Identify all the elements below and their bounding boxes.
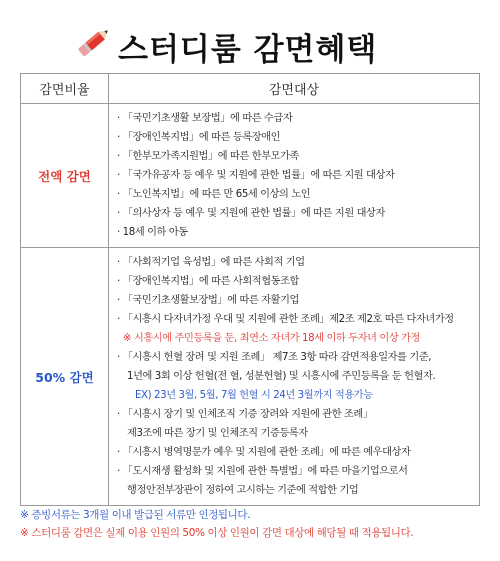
target-item: · 「국민기초생활보장법」에 따른 자활기업: [117, 295, 299, 306]
footnote-documents: ※ 증빙서류는 3개월 이내 발급된 서류만 인정됩니다.: [20, 509, 251, 521]
rate-cell: 50% 감면: [21, 248, 109, 506]
target-item: · 「국가유공자 등 예우 및 지원에 관한 법률」에 따른 지원 대상자: [117, 170, 395, 181]
target-item: · 「노인복지법」에 따른 만 65세 이상의 노인: [117, 189, 311, 200]
target-item: · 「의사상자 등 예우 및 지원에 관한 법률」에 따른 지원 대상자: [117, 208, 385, 219]
target-item-continued: 제3조에 따른 장기 및 인체조직 기증등록자: [127, 428, 308, 439]
target-item: · 「도시재생 활성화 및 지원에 관한 특별법」에 따른 마을기업으로서: [117, 466, 408, 477]
target-example: EX) 23년 3월, 5월, 7월 헌혈 시 24년 3월까지 적용가능: [135, 390, 373, 401]
target-item: · 「시흥시 병역명문가 예우 및 지원에 관한 조례」에 따른 예우대상자: [117, 447, 411, 458]
footnotes: [20, 506, 490, 542]
target-item: · 「한부모가족지원법」에 따른 한부모가족: [117, 151, 299, 162]
header: [0, 22, 500, 66]
target-item: · 「시흥시 헌혈 장려 및 지원 조례」 제7조 3항 따라 감면적용일자를 기준,: [117, 352, 432, 363]
target-item-continued: 1년에 3회 이상 헌혈(전 혈, 성분헌혈) 및 시흥시에 주민등록을 둔 헌혈자.: [127, 371, 436, 382]
rate-cell: 전액 감면: [21, 104, 109, 248]
footnote-condition: ※ 스터디룸 감면은 실제 이용 인원의 50% 이상 인원이 감면 대상에 해당될 때 적용됩니다.: [20, 527, 414, 539]
target-item: · 「시흥시 다자녀가정 우대 및 지원에 관한 조례」제2조 제2호 따른 다자녀가정: [117, 314, 454, 325]
column-header-rate: 감면비율: [21, 74, 109, 104]
target-cell: [109, 104, 480, 248]
target-item-continued: 행정안전부장관이 정하여 고시하는 기준에 적합한 기업: [127, 485, 359, 496]
target-item: · 「장애인복지법」에 따른 등록장애인: [117, 132, 281, 143]
table-header-row: [21, 74, 480, 104]
target-item: · 「국민기초생활 보장법」에 따른 수급자: [117, 113, 293, 124]
column-header-target: 감면대상: [109, 74, 480, 104]
target-item: · 「사회적기업 육성법」에 따른 사회적 기업: [117, 257, 305, 268]
table-row-half-discount: [21, 248, 480, 506]
target-item: · 「장애인복지법」에 따른 사회적협동조합: [117, 276, 299, 287]
pencil-icon: [74, 22, 114, 62]
target-item: · 18세 이하 아동: [117, 227, 188, 238]
table-row-full-discount: [21, 104, 480, 248]
target-cell: [109, 248, 480, 506]
page-title: 스터디룸 감면혜택: [118, 32, 378, 68]
discount-table: [20, 73, 480, 506]
target-item: · 「시흥시 장기 및 인체조직 기증 장려와 지원에 관한 조례」: [117, 409, 373, 420]
target-note: ※ 시흥시에 주민등록을 둔, 최연소 자녀가 18세 이하 두자녀 이상 가정: [123, 333, 420, 344]
